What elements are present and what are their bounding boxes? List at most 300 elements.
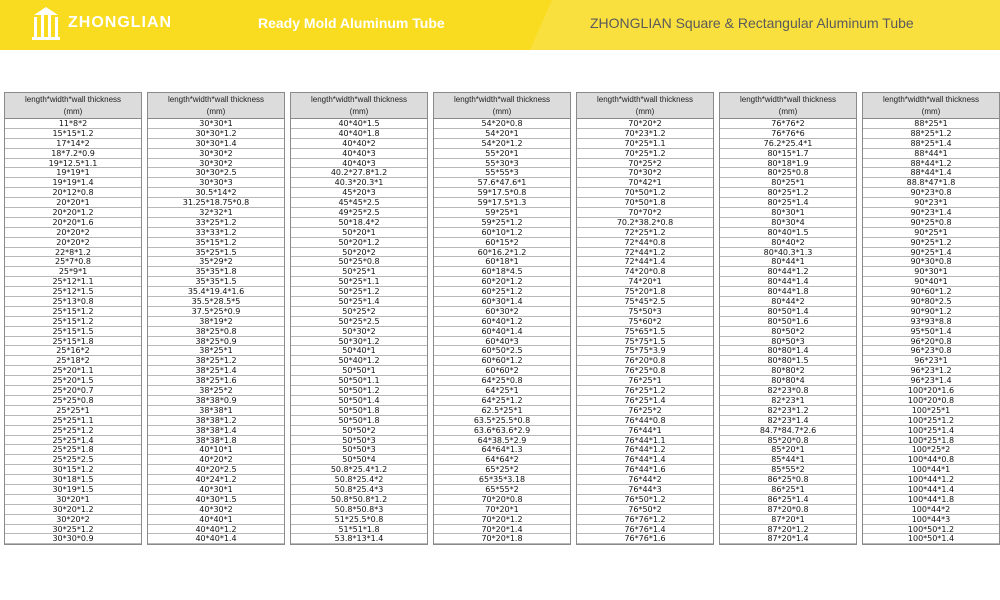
- table-row: 80*15*1.7: [720, 149, 856, 159]
- header-label: length*width*wall thickness: [167, 95, 265, 104]
- table-row: 60*50*2.5: [434, 346, 570, 356]
- header-unit: (mm): [921, 107, 941, 116]
- table-row: 20*20*2: [5, 228, 141, 238]
- table-row: 20*12*0.8: [5, 188, 141, 198]
- table-row: 80*44*2: [720, 297, 856, 307]
- table-row: 90*90*1.2: [863, 307, 999, 317]
- table-row: 60*30*2: [434, 307, 570, 317]
- table-row: 100*20*0.8: [863, 396, 999, 406]
- table-row: 100*25*1: [863, 406, 999, 416]
- table-row: 90*23*1: [863, 198, 999, 208]
- table-row: 50*40*1: [291, 346, 427, 356]
- table-row: 80*50*1.4: [720, 307, 856, 317]
- table-row: 35*35*1.8: [148, 267, 284, 277]
- table-row: 76*50*1.2: [577, 495, 713, 505]
- table-row: 76*76*1.4: [577, 525, 713, 535]
- table-row: 60*18*4.5: [434, 267, 570, 277]
- table-row: 17*14*2: [5, 139, 141, 149]
- table-row: 100*44*1.4: [863, 485, 999, 495]
- table-row: 30*18*1.5: [5, 475, 141, 485]
- table-row: 76.2*25.4*1: [720, 139, 856, 149]
- table-row: 50*25*0.8: [291, 257, 427, 267]
- table-row: 25*25*1: [5, 406, 141, 416]
- table-row: 96*23*1.4: [863, 376, 999, 386]
- table-row: 70*50*1.8: [577, 198, 713, 208]
- table-row: 25*20*0.7: [5, 386, 141, 396]
- table-row: 40*20*2: [148, 455, 284, 465]
- table-row: 38*38*1.2: [148, 416, 284, 426]
- table-row: 64*25*0.8: [434, 376, 570, 386]
- table-row: 75*50*3: [577, 307, 713, 317]
- table-row: 76*44*3: [577, 485, 713, 495]
- header-label: length*width*wall thickness: [596, 95, 694, 104]
- table-row: 30*20*1: [5, 495, 141, 505]
- table-row: 74*20*1: [577, 277, 713, 287]
- table-row: 86*25*0.8: [720, 475, 856, 485]
- header-unit: (mm): [635, 107, 655, 116]
- table-row: 60*25*1.2: [434, 287, 570, 297]
- table-row: 85*20*1: [720, 445, 856, 455]
- table-row: 60*18*1: [434, 257, 570, 267]
- table-row: 50*50*1.8: [291, 406, 427, 416]
- table-row: 30*30*0.9: [5, 534, 141, 544]
- page-subtitle: ZHONGLIAN Square & Rectangular Aluminum Tube: [590, 15, 914, 31]
- table-row: 90*23*1.4: [863, 208, 999, 218]
- table-row: 30*20*1.2: [5, 505, 141, 515]
- table-row: 57.6*47.6*1: [434, 178, 570, 188]
- table-row: 70*50*1.2: [577, 188, 713, 198]
- table-row: 50*25*1.2: [291, 287, 427, 297]
- table-row: 76*44*0.8: [577, 416, 713, 426]
- table-row: 72*44*1.2: [577, 248, 713, 258]
- table-row: 80*44*1: [720, 257, 856, 267]
- table-row: 35*35*1.5: [148, 277, 284, 287]
- table-row: 100*44*3: [863, 515, 999, 525]
- table-header: [577, 93, 713, 119]
- table-row: 30.5*14*2: [148, 188, 284, 198]
- table-row: 55*20*1: [434, 149, 570, 159]
- table-row: 87*20*0.8: [720, 505, 856, 515]
- table-row: 100*44*0.8: [863, 455, 999, 465]
- table-row: 40*40*2: [291, 139, 427, 149]
- header-unit: (mm): [206, 107, 226, 116]
- table-row: 25*16*2: [5, 346, 141, 356]
- table-row: 35.4*19.4*1.6: [148, 287, 284, 297]
- table-row: 80*30*1: [720, 208, 856, 218]
- table-row: 38*38*0.9: [148, 396, 284, 406]
- table-row: 80*50*1.6: [720, 317, 856, 327]
- table-row: 76*25*0.8: [577, 366, 713, 376]
- table-row: 90*23*0.8: [863, 188, 999, 198]
- table-row: 60*15*2: [434, 238, 570, 248]
- table-row: 70*20*1.2: [434, 515, 570, 525]
- table-row: 25*18*2: [5, 356, 141, 366]
- table-row: 65*55*2: [434, 485, 570, 495]
- page-title: Ready Mold Aluminum Tube: [258, 15, 445, 31]
- table-header: [5, 93, 141, 119]
- table-row: 100*50*1.4: [863, 534, 999, 544]
- table-row: 18*7.2*0.9: [5, 149, 141, 159]
- table-row: 30*25*1.2: [5, 525, 141, 535]
- table-row: 38*25*1: [148, 346, 284, 356]
- table-row: 25*13*0.8: [5, 297, 141, 307]
- table-row: 76*20*0.8: [577, 356, 713, 366]
- table-row: 90*60*1.2: [863, 287, 999, 297]
- table-row: 38*25*0.8: [148, 327, 284, 337]
- table-row: 80*44*1.8: [720, 287, 856, 297]
- table-row: 50.8*50.8*1.2: [291, 495, 427, 505]
- table-row: 63.5*25.5*0.8: [434, 416, 570, 426]
- table-row: 15*15*1.2: [5, 129, 141, 139]
- size-table-4: [433, 92, 571, 545]
- table-row: 33*33*1.2: [148, 228, 284, 238]
- table-row: 75*75*1.5: [577, 337, 713, 347]
- table-row: 90*25*1: [863, 228, 999, 238]
- table-row: 75*65*1.5: [577, 327, 713, 337]
- table-row: 25*25*1.2: [5, 426, 141, 436]
- table-row: 80*25*1.4: [720, 198, 856, 208]
- header-unit: (mm): [492, 107, 512, 116]
- table-row: 70*20*2: [577, 119, 713, 129]
- table-row: 25*25*1.4: [5, 436, 141, 446]
- header-label: length*width*wall thickness: [882, 95, 980, 104]
- table-row: 35.5*28.5*5: [148, 297, 284, 307]
- table-row: 80*80*1.5: [720, 356, 856, 366]
- table-row: 20*20*1: [5, 198, 141, 208]
- table-row: 74*20*0.8: [577, 267, 713, 277]
- table-row: 40*40*1.2: [148, 525, 284, 535]
- table-row: 11*8*2: [5, 119, 141, 129]
- table-row: 84.7*84.7*2.6: [720, 426, 856, 436]
- table-row: 72*44*0.8: [577, 238, 713, 248]
- header-unit: (mm): [349, 107, 369, 116]
- table-row: 50*50*3: [291, 445, 427, 455]
- table-row: 88*25*1.2: [863, 129, 999, 139]
- size-table-3: [290, 92, 428, 545]
- table-row: 59*17.5*0.8: [434, 188, 570, 198]
- table-row: 100*25*1.4: [863, 426, 999, 436]
- table-row: 30*20*2: [5, 515, 141, 525]
- table-row: 70.2*38.2*0.8: [577, 218, 713, 228]
- table-row: 85*44*1: [720, 455, 856, 465]
- table-row: 70*20*1.8: [434, 534, 570, 544]
- table-row: 80*25*1.2: [720, 188, 856, 198]
- table-row: 35*29*2: [148, 257, 284, 267]
- table-row: 76*44*1: [577, 426, 713, 436]
- table-row: 90*80*2.5: [863, 297, 999, 307]
- table-row: 82*23*1.4: [720, 416, 856, 426]
- size-table-7: [862, 92, 1000, 545]
- table-row: 80*44*1.4: [720, 277, 856, 287]
- table-row: 55*30*3: [434, 159, 570, 169]
- table-row: 76*25*1.4: [577, 396, 713, 406]
- table-row: 19*19*1.4: [5, 178, 141, 188]
- table-row: 80*40*2: [720, 238, 856, 248]
- table-row: 86*25*1.4: [720, 495, 856, 505]
- table-row: 25*25*0.8: [5, 396, 141, 406]
- table-row: 90*40*1: [863, 277, 999, 287]
- table-row: 80*25*0.8: [720, 168, 856, 178]
- table-row: 75*75*3.9: [577, 346, 713, 356]
- table-row: 70*25*1.2: [577, 149, 713, 159]
- table-header: [720, 93, 856, 119]
- table-row: 40*20*2.5: [148, 465, 284, 475]
- table-header: [434, 93, 570, 119]
- table-row: 90*25*1.4: [863, 248, 999, 258]
- table-row: 76*25*2: [577, 406, 713, 416]
- table-row: 30*30*2.5: [148, 168, 284, 178]
- table-row: 50*20*2: [291, 248, 427, 258]
- table-row: 70*25*1.1: [577, 139, 713, 149]
- table-row: 96*23*0.8: [863, 346, 999, 356]
- table-row: 25*15*1.5: [5, 327, 141, 337]
- table-row: 80*18*1.9: [720, 159, 856, 169]
- table-row: 30*30*2: [148, 159, 284, 169]
- header-label: length*width*wall thickness: [310, 95, 408, 104]
- table-row: 35*15*1.2: [148, 238, 284, 248]
- table-row: 60*16.2*1.2: [434, 248, 570, 258]
- table-header: [863, 93, 999, 119]
- table-row: 59*25*1.2: [434, 218, 570, 228]
- table-row: 37.5*25*0.9: [148, 307, 284, 317]
- table-row: 22*8*1.2: [5, 248, 141, 258]
- table-row: 30*19*1.5: [5, 485, 141, 495]
- table-row: 60*60*1.2: [434, 356, 570, 366]
- table-row: 80*50*2: [720, 327, 856, 337]
- table-row: 87*20*1: [720, 515, 856, 525]
- table-row: 50.8*50.8*3: [291, 505, 427, 515]
- table-row: 50*50*4: [291, 455, 427, 465]
- table-row: 49*25*2.5: [291, 208, 427, 218]
- table-row: 76*44*1.1: [577, 436, 713, 446]
- table-row: 25*15*1.2: [5, 307, 141, 317]
- table-header: [291, 93, 427, 119]
- table-row: 35*25*1.5: [148, 248, 284, 258]
- table-row: 40*30*1: [148, 485, 284, 495]
- table-row: 100*50*1.2: [863, 525, 999, 535]
- table-row: 100*44*1.8: [863, 495, 999, 505]
- table-row: 93*93*8.8: [863, 317, 999, 327]
- table-row: 59*25*1: [434, 208, 570, 218]
- table-row: 25*25*1.8: [5, 445, 141, 455]
- table-row: 25*9*1: [5, 267, 141, 277]
- table-row: 20*20*1.6: [5, 218, 141, 228]
- table-row: 19*19*1: [5, 168, 141, 178]
- table-row: 55*55*3: [434, 168, 570, 178]
- table-row: 33*25*1.2: [148, 218, 284, 228]
- table-row: 70*25*2: [577, 159, 713, 169]
- table-row: 30*30*3: [148, 178, 284, 188]
- table-row: 80*30*4: [720, 218, 856, 228]
- header-unit: (mm): [778, 107, 798, 116]
- table-row: 80*25*1: [720, 178, 856, 188]
- table-row: 100*25*1.2: [863, 416, 999, 426]
- table-row: 38*25*2: [148, 386, 284, 396]
- table-row: 90*30*1: [863, 267, 999, 277]
- table-header: [148, 93, 284, 119]
- table-row: 38*19*2: [148, 317, 284, 327]
- table-row: 25*25*1.1: [5, 416, 141, 426]
- table-row: 76*44*1.6: [577, 465, 713, 475]
- table-row: 100*20*1.6: [863, 386, 999, 396]
- table-row: 50*20*1.2: [291, 238, 427, 248]
- table-row: 40*30*1.5: [148, 495, 284, 505]
- table-row: 70*23*1.2: [577, 129, 713, 139]
- table-row: 50*50*1: [291, 366, 427, 376]
- table-row: 80*80*4: [720, 376, 856, 386]
- table-row: 75*60*2: [577, 317, 713, 327]
- table-row: 38*25*1.2: [148, 356, 284, 366]
- table-row: 50*50*1.2: [291, 386, 427, 396]
- table-row: 50*18.4*2: [291, 218, 427, 228]
- table-row: 32*32*1: [148, 208, 284, 218]
- table-row: 70*42*1: [577, 178, 713, 188]
- table-row: 88*25*1: [863, 119, 999, 129]
- table-row: 76*76*2: [720, 119, 856, 129]
- table-row: 40*40*3: [291, 159, 427, 169]
- table-row: 76*44*2: [577, 475, 713, 485]
- table-row: 30*30*1.4: [148, 139, 284, 149]
- table-row: 87*20*1.4: [720, 534, 856, 544]
- table-row: 72*44*1.4: [577, 257, 713, 267]
- table-row: 40.2*27.8*1.2: [291, 168, 427, 178]
- table-row: 53.8*13*1.4: [291, 534, 427, 544]
- table-row: 25*20*1.1: [5, 366, 141, 376]
- size-table-5: [576, 92, 714, 545]
- header-label: length*width*wall thickness: [739, 95, 837, 104]
- table-row: 88*44*1.2: [863, 159, 999, 169]
- table-row: 25*20*1.5: [5, 376, 141, 386]
- table-row: 76*76*1.2: [577, 515, 713, 525]
- table-row: 38*25*1.6: [148, 376, 284, 386]
- table-row: 60*40*1.2: [434, 317, 570, 327]
- table-row: 40*40*1.4: [148, 534, 284, 544]
- table-row: 45*45*2.5: [291, 198, 427, 208]
- table-row: 90*25*1.2: [863, 238, 999, 248]
- table-row: 25*12*1.1: [5, 277, 141, 287]
- table-row: 90*30*0.8: [863, 257, 999, 267]
- header-label: length*width*wall thickness: [453, 95, 551, 104]
- table-row: 76*50*2: [577, 505, 713, 515]
- table-row: 25*25*2.5: [5, 455, 141, 465]
- table-row: 62.5*25*1: [434, 406, 570, 416]
- table-row: 54*20*0.8: [434, 119, 570, 129]
- table-row: 80*80*2: [720, 366, 856, 376]
- table-row: 25*7*0.8: [5, 257, 141, 267]
- table-row: 50*50*3: [291, 436, 427, 446]
- table-row: 38*25*0.9: [148, 337, 284, 347]
- table-row: 50*30*1.2: [291, 337, 427, 347]
- table-row: 100*25*1.8: [863, 436, 999, 446]
- table-row: 54*20*1: [434, 129, 570, 139]
- table-row: 76*44*1.4: [577, 455, 713, 465]
- table-row: 38*25*1.4: [148, 366, 284, 376]
- table-row: 60*40*3: [434, 337, 570, 347]
- logo-text: ZHONGLIAN: [68, 14, 173, 31]
- table-row: 60*60*2: [434, 366, 570, 376]
- table-row: 25*15*1.8: [5, 337, 141, 347]
- table-row: 72*25*1.2: [577, 228, 713, 238]
- table-row: 40*10*1: [148, 445, 284, 455]
- table-row: 50.8*25.4*1.2: [291, 465, 427, 475]
- table-row: 50*25*1.1: [291, 277, 427, 287]
- table-row: 65*25*2: [434, 465, 570, 475]
- table-row: 70*20*1.4: [434, 525, 570, 535]
- table-row: 63.6*63.6*2.9: [434, 426, 570, 436]
- table-row: 60*20*1.2: [434, 277, 570, 287]
- table-row: 19*12.5*1.1: [5, 159, 141, 169]
- table-row: 80*40*1.5: [720, 228, 856, 238]
- table-row: 76*25*1: [577, 376, 713, 386]
- table-row: 64*25*1.2: [434, 396, 570, 406]
- table-row: 64*64*1.3: [434, 445, 570, 455]
- table-row: 30*30*1: [148, 119, 284, 129]
- table-row: 64*38.5*2.9: [434, 436, 570, 446]
- table-row: 88*44*1.4: [863, 168, 999, 178]
- size-table-6: [719, 92, 857, 545]
- table-row: 40*40*1.5: [291, 119, 427, 129]
- table-row: 100*44*1: [863, 465, 999, 475]
- table-row: 70*20*1: [434, 505, 570, 515]
- table-row: 38*38*1: [148, 406, 284, 416]
- table-row: 20*20*2: [5, 238, 141, 248]
- header-label: length*width*wall thickness: [24, 95, 122, 104]
- table-row: 50*25*1: [291, 267, 427, 277]
- table-row: 40*40*3: [291, 149, 427, 159]
- table-row: 59*17.5*1.3: [434, 198, 570, 208]
- table-row: 20*20*1.2: [5, 208, 141, 218]
- size-table-1: [4, 92, 142, 545]
- table-row: 50*40*1.2: [291, 356, 427, 366]
- table-row: 50*50*2: [291, 426, 427, 436]
- header-banner: [0, 0, 1000, 50]
- size-tables: [0, 92, 1000, 600]
- table-row: 60*40*1.4: [434, 327, 570, 337]
- table-row: 50*30*2: [291, 327, 427, 337]
- table-row: 65*35*3.18: [434, 475, 570, 485]
- table-row: 70*30*2: [577, 168, 713, 178]
- table-row: 30*30*2: [148, 149, 284, 159]
- table-row: 80*44*1.2: [720, 267, 856, 277]
- table-row: 96*23*1: [863, 356, 999, 366]
- table-row: 50.8*25.4*3: [291, 485, 427, 495]
- table-row: 96*20*0.8: [863, 337, 999, 347]
- table-row: 100*25*2: [863, 445, 999, 455]
- table-row: 76*44*1.2: [577, 445, 713, 455]
- table-row: 50*50*1.1: [291, 376, 427, 386]
- table-row: 86*25*1: [720, 485, 856, 495]
- table-row: 64*64*2: [434, 455, 570, 465]
- table-row: 38*38*1.4: [148, 426, 284, 436]
- table-row: 100*44*2: [863, 505, 999, 515]
- table-row: 60*10*1.2: [434, 228, 570, 238]
- table-row: 51*25.5*0.8: [291, 515, 427, 525]
- table-row: 85*55*2: [720, 465, 856, 475]
- table-row: 76*76*1.6: [577, 534, 713, 544]
- table-row: 50*20*1: [291, 228, 427, 238]
- table-row: 51*51*1.8: [291, 525, 427, 535]
- zhonglian-logo-icon: [31, 7, 61, 43]
- table-row: 70*20*0.8: [434, 495, 570, 505]
- header-unit: (mm): [63, 107, 83, 116]
- table-row: 40*24*1.2: [148, 475, 284, 485]
- table-row: 87*20*1.2: [720, 525, 856, 535]
- table-row: 80*50*3: [720, 337, 856, 347]
- size-table-2: [147, 92, 285, 545]
- table-row: 88*44*1: [863, 149, 999, 159]
- table-row: 25*12*1.5: [5, 287, 141, 297]
- table-row: 50*25*2: [291, 307, 427, 317]
